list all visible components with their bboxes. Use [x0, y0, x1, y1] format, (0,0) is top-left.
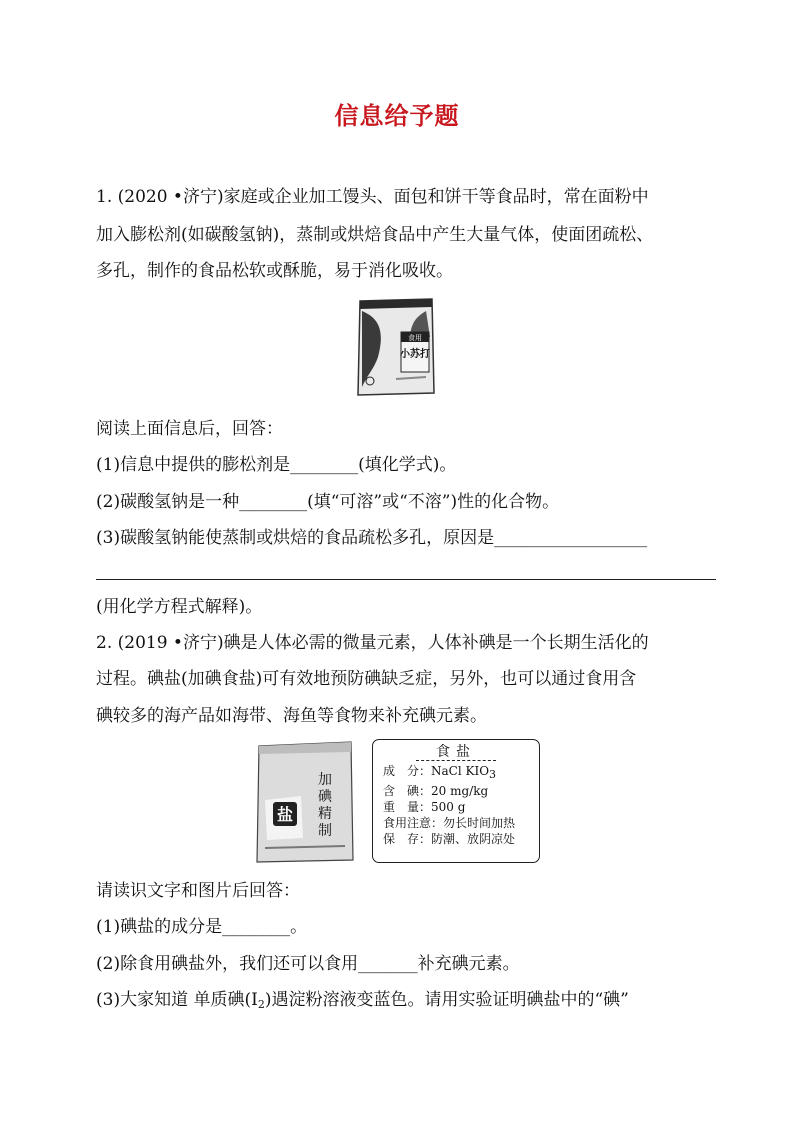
label-divider	[416, 760, 496, 761]
q2-sub3-part-a: (3)大家知道 单质碘(I	[96, 990, 258, 1010]
q1-read-prompt: 阅读上面信息后，回答：	[96, 419, 283, 439]
q2-text-line-3: 碘较多的海产品如海带、海鱼等食物来补充碘元素。	[96, 706, 487, 726]
q2-text-line-1: 2. (2019 •济宁)碘是人体必需的微量元素，人体补碘是一个长期生活化的	[96, 633, 649, 653]
pkg-char-1: 加	[318, 772, 332, 788]
label-row-storage: 保 存：防潮、放阴凉处	[383, 832, 516, 846]
q2-text-line-2: 过程。碘盐(加碘食盐)可有效地预防碘缺乏症，另外，也可以通过食用含	[96, 669, 637, 689]
q1-text-line-2: 加入膨松剂(如碳酸氢钠)，蒸制或烘焙食品中产生大量气体，使面团疏松、	[96, 225, 654, 245]
pkg-char-2: 碘	[318, 789, 332, 805]
label-row-ingredients	[373, 763, 539, 783]
label-row-weight: 重 量：500 g	[383, 800, 466, 814]
pkg-char-4: 制	[318, 823, 332, 839]
q1-sub-question-3: (3)碳酸氢钠能使蒸制或烘焙的食品疏松多孔，原因是__________________	[96, 528, 648, 548]
pkg-char-3: 精	[318, 806, 332, 822]
q2-sub3-subscript: 2	[257, 998, 265, 1011]
salt-logo: 盐	[276, 805, 294, 824]
page-title: 信息给予题	[334, 102, 460, 130]
q1-sub-question-3-end: (用化学方程式解释)。	[96, 597, 263, 617]
q1-sub-question-2: (2)碳酸氢钠是一种________(填“可溶”或“不溶”)性的化合物。	[96, 492, 560, 512]
q2-sub-question-2: (2)除食用碘盐外，我们还可以食用_______补充碘元素。	[96, 954, 520, 974]
q2-sub-question-1: (1)碘盐的成分是________。	[96, 917, 308, 937]
q2-read-prompt: 请读识文字和图片后回答：	[96, 881, 300, 901]
pkg-label-main: 小苏打	[400, 349, 430, 360]
salt-label-card	[372, 739, 540, 863]
q1-text-line-3: 多孔，制作的食品松软或酥脆，易于消化吸收。	[96, 261, 453, 281]
label-row-iodine: 含 碘：20 mg/kg	[383, 784, 489, 798]
pkg-label-small: 食用	[408, 334, 422, 342]
iodized-salt-package-image	[255, 740, 355, 864]
q2-sub-question-3	[96, 989, 629, 1016]
q1-sub-question-1: (1)信息中提供的膨松剂是________(填化学式)。	[96, 455, 457, 475]
label-row-ingredients-text: 成 分：NaCl KIO	[383, 764, 490, 778]
baking-soda-package-image	[356, 297, 436, 397]
label-row-ingredients-sub: 3	[489, 768, 497, 781]
q2-sub3-part-b: )遇淀粉溶液变蓝色。请用实验证明碘盐中的“碘”	[264, 990, 629, 1010]
label-title: 食盐	[436, 744, 476, 760]
label-row-caution: 食用注意：勿长时间加热	[383, 816, 516, 830]
answer-blank-line	[96, 579, 716, 580]
q1-text-line-1: 1. (2020 •济宁)家庭或企业加工馒头、面包和饼干等食品时，常在面粉中	[96, 187, 649, 207]
